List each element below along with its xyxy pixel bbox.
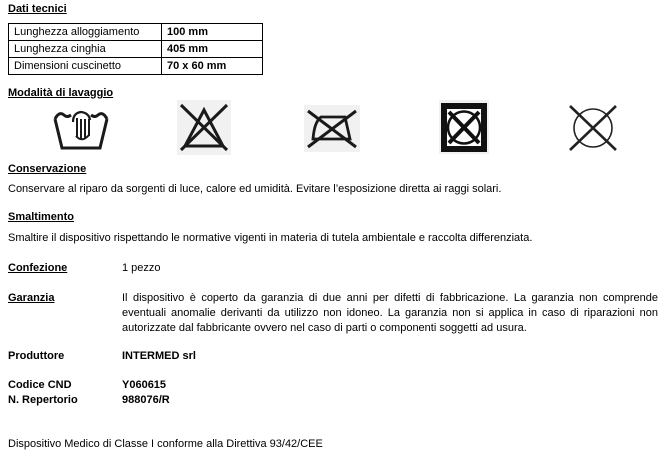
- repertorio-row: [8, 393, 658, 408]
- do-not-tumble-dry-icon: [439, 100, 489, 154]
- section-dati-tecnici: [8, 3, 658, 75]
- table-cell-label: Lunghezza cinghia: [9, 41, 162, 58]
- table-cell-label: Dimensioni cuscinetto: [9, 58, 162, 75]
- repertorio-value: 988076/R: [122, 394, 170, 406]
- table-cell-value: 70 x 60 mm: [162, 58, 263, 75]
- do-not-iron-icon: [304, 105, 360, 152]
- table-row: [9, 24, 263, 41]
- do-not-dry-clean-icon: [561, 102, 625, 154]
- section-conservazione: [8, 163, 658, 197]
- lavaggio-heading: Modalità di lavaggio: [8, 87, 114, 99]
- do-not-bleach-icon: [177, 100, 231, 155]
- smaltimento-text: Smaltire il dispositivo rispettando le normative vigenti in materia di tutela ambientale e raccolta differenziata.: [8, 232, 533, 244]
- section-lavaggio: [8, 87, 658, 157]
- produttore-value: INTERMED srl: [122, 350, 196, 362]
- codice-cnd-row: [8, 378, 658, 393]
- conservazione-heading: Conservazione: [8, 163, 87, 175]
- smaltimento-heading: Smaltimento: [8, 211, 75, 223]
- repertorio-label: N. Repertorio: [8, 394, 78, 406]
- garanzia-heading: Garanzia: [8, 292, 55, 304]
- table-row: [9, 41, 263, 58]
- section-smaltimento: [8, 211, 658, 246]
- section-codici: [8, 378, 658, 408]
- section-garanzia: [8, 291, 658, 336]
- section-confezione: [8, 261, 658, 275]
- table-row: [9, 58, 263, 75]
- confezione-heading: Confezione: [8, 262, 68, 274]
- hand-wash-icon: [50, 106, 112, 152]
- produttore-label: Produttore: [8, 350, 65, 362]
- wash-symbols-row: [8, 100, 658, 157]
- conservazione-text: Conservare al riparo da sorgenti di luce, calore ed umidità. Evitare l’esposizione diretta ai raggi solari.: [8, 183, 502, 195]
- table-cell-value: 405 mm: [162, 41, 263, 58]
- dati-tecnici-heading: Dati tecnici: [8, 3, 67, 15]
- codice-cnd-label: Codice CND: [8, 379, 72, 391]
- codice-cnd-value: Y060615: [122, 379, 167, 391]
- technical-data-table: [8, 23, 263, 75]
- table-cell-label: Lunghezza alloggiamento: [9, 24, 162, 41]
- garanzia-text: Il dispositivo è coperto da garanzia di due anni per difetti di fabbricazione. La garanzia non comprende eventuali anomalie derivanti da utilizzo non idoneo. La garanzia non si applica in caso di riparazioni non autorizzate dal fabbricante ovvero nel caso di parti o componenti soggetti ad usura.: [122, 292, 658, 334]
- confezione-value: 1 pezzo: [122, 262, 161, 274]
- table-cell-value: 100 mm: [162, 24, 263, 41]
- section-produttore: [8, 349, 658, 363]
- footer-note: Dispositivo Medico di Classe I conforme alla Direttiva 93/42/CEE: [8, 438, 323, 450]
